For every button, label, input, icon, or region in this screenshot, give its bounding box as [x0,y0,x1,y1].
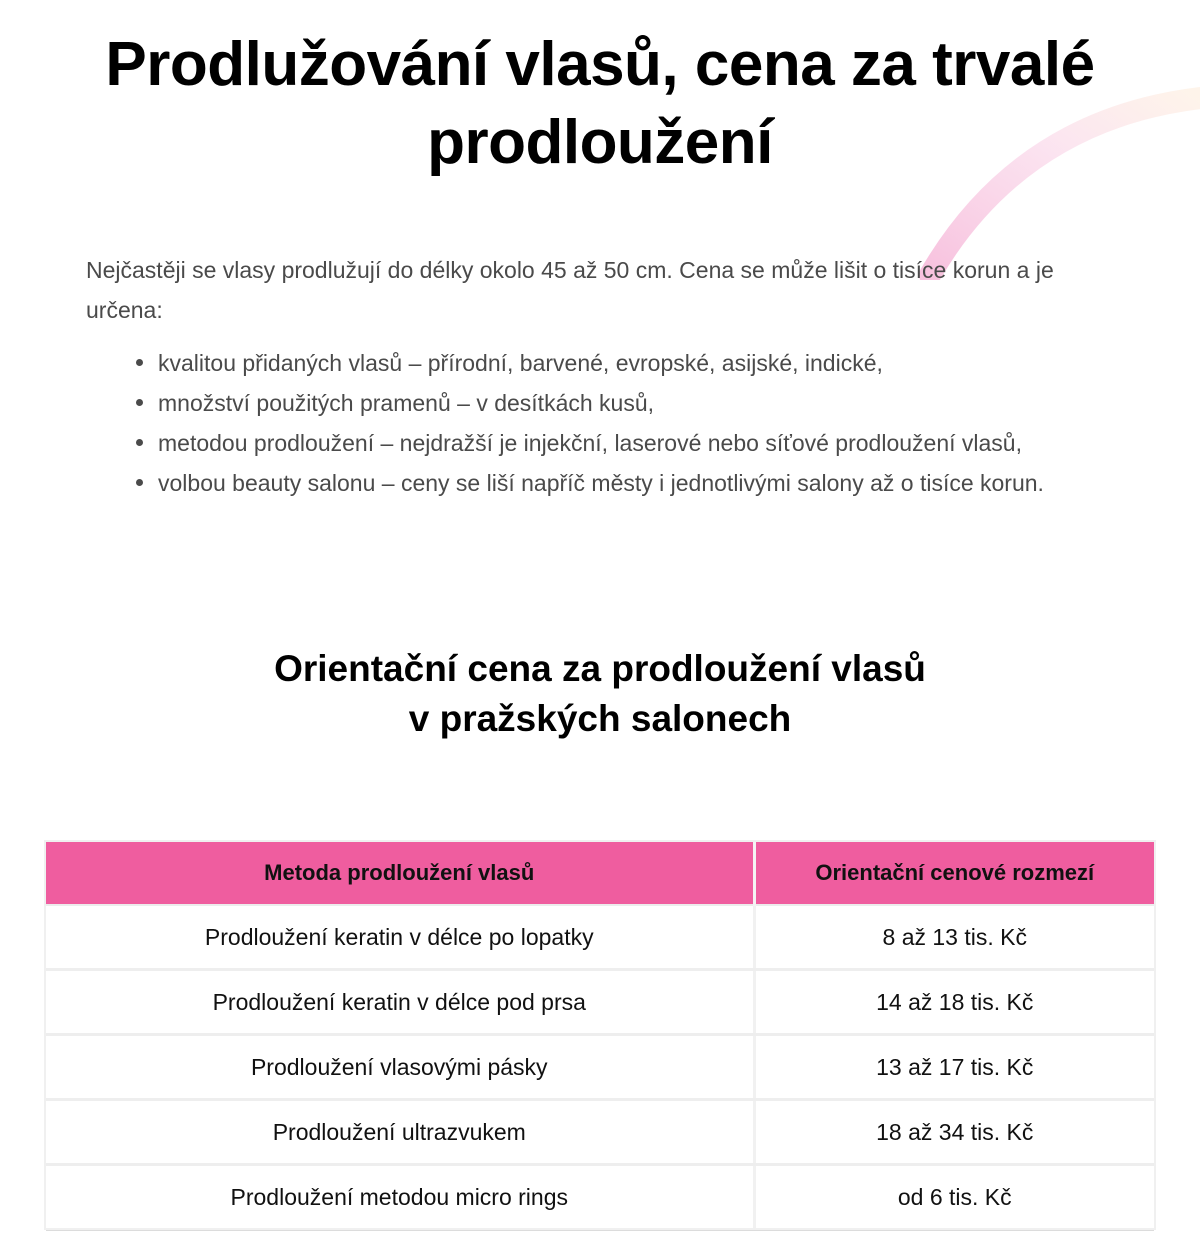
price-cell: 14 až 18 tis. Kč [754,970,1154,1035]
page-title: Prodlužování vlasů, cena za trvalé prodloužení [105,30,1095,177]
intro-paragraph: Nejčastěji se vlasy prodlužují do délky okolo 45 až 50 cm. Cena se může lišit o tisíce korun a je určena: [86,257,1054,323]
list-item [158,383,1128,423]
method-cell: Prodloužení ultrazvukem [46,1100,754,1165]
table-row [46,1035,1154,1100]
bullet-icon [136,359,143,366]
list-item-text: metodou prodloužení – nejdražší je injekční, laserové nebo síťové prodloužení vlasů, [158,430,1022,456]
price-factors-list [158,343,1128,503]
method-cell: Prodloužení metodou micro rings [46,1165,754,1230]
list-item [158,343,1128,383]
method-cell: Prodloužení vlasovými pásky [46,1035,754,1100]
list-item-text: množství použitých pramenů – v desítkách kusů, [158,390,655,416]
header-price: Orientační cenové rozmezí [754,842,1154,905]
list-item-text: kvalitou přidaných vlasů – přírodní, barvené, evropské, asijské, indické, [158,350,883,376]
list-item [158,423,1128,463]
price-cell: od 6 tis. Kč [754,1165,1154,1230]
list-item [158,463,1128,503]
bullet-icon [136,439,143,446]
method-cell: Prodloužení keratin v délce pod prsa [46,970,754,1035]
header-method: Metoda prodloužení vlasů [46,842,754,905]
list-item-text: volbou beauty salonu – ceny se liší napříč městy i jednotlivými salony až o tisíce korun. [158,470,1044,496]
table-header-row [46,842,1154,905]
bullet-icon [136,399,143,406]
price-cell: 18 až 34 tis. Kč [754,1100,1154,1165]
bullet-icon [136,479,143,486]
section-title-line1: Orientační cena za prodloužení vlasů [274,648,926,689]
section-title [150,644,1050,744]
price-table [46,842,1154,1231]
table-row [46,1165,1154,1230]
table-row [46,970,1154,1035]
price-cell: 13 až 17 tis. Kč [754,1035,1154,1100]
price-cell: 8 až 13 tis. Kč [754,905,1154,970]
section-title-line2: v pražských salonech [408,698,792,739]
method-cell: Prodloužení keratin v délce po lopatky [46,905,754,970]
table-row [46,1100,1154,1165]
table-row [46,905,1154,970]
